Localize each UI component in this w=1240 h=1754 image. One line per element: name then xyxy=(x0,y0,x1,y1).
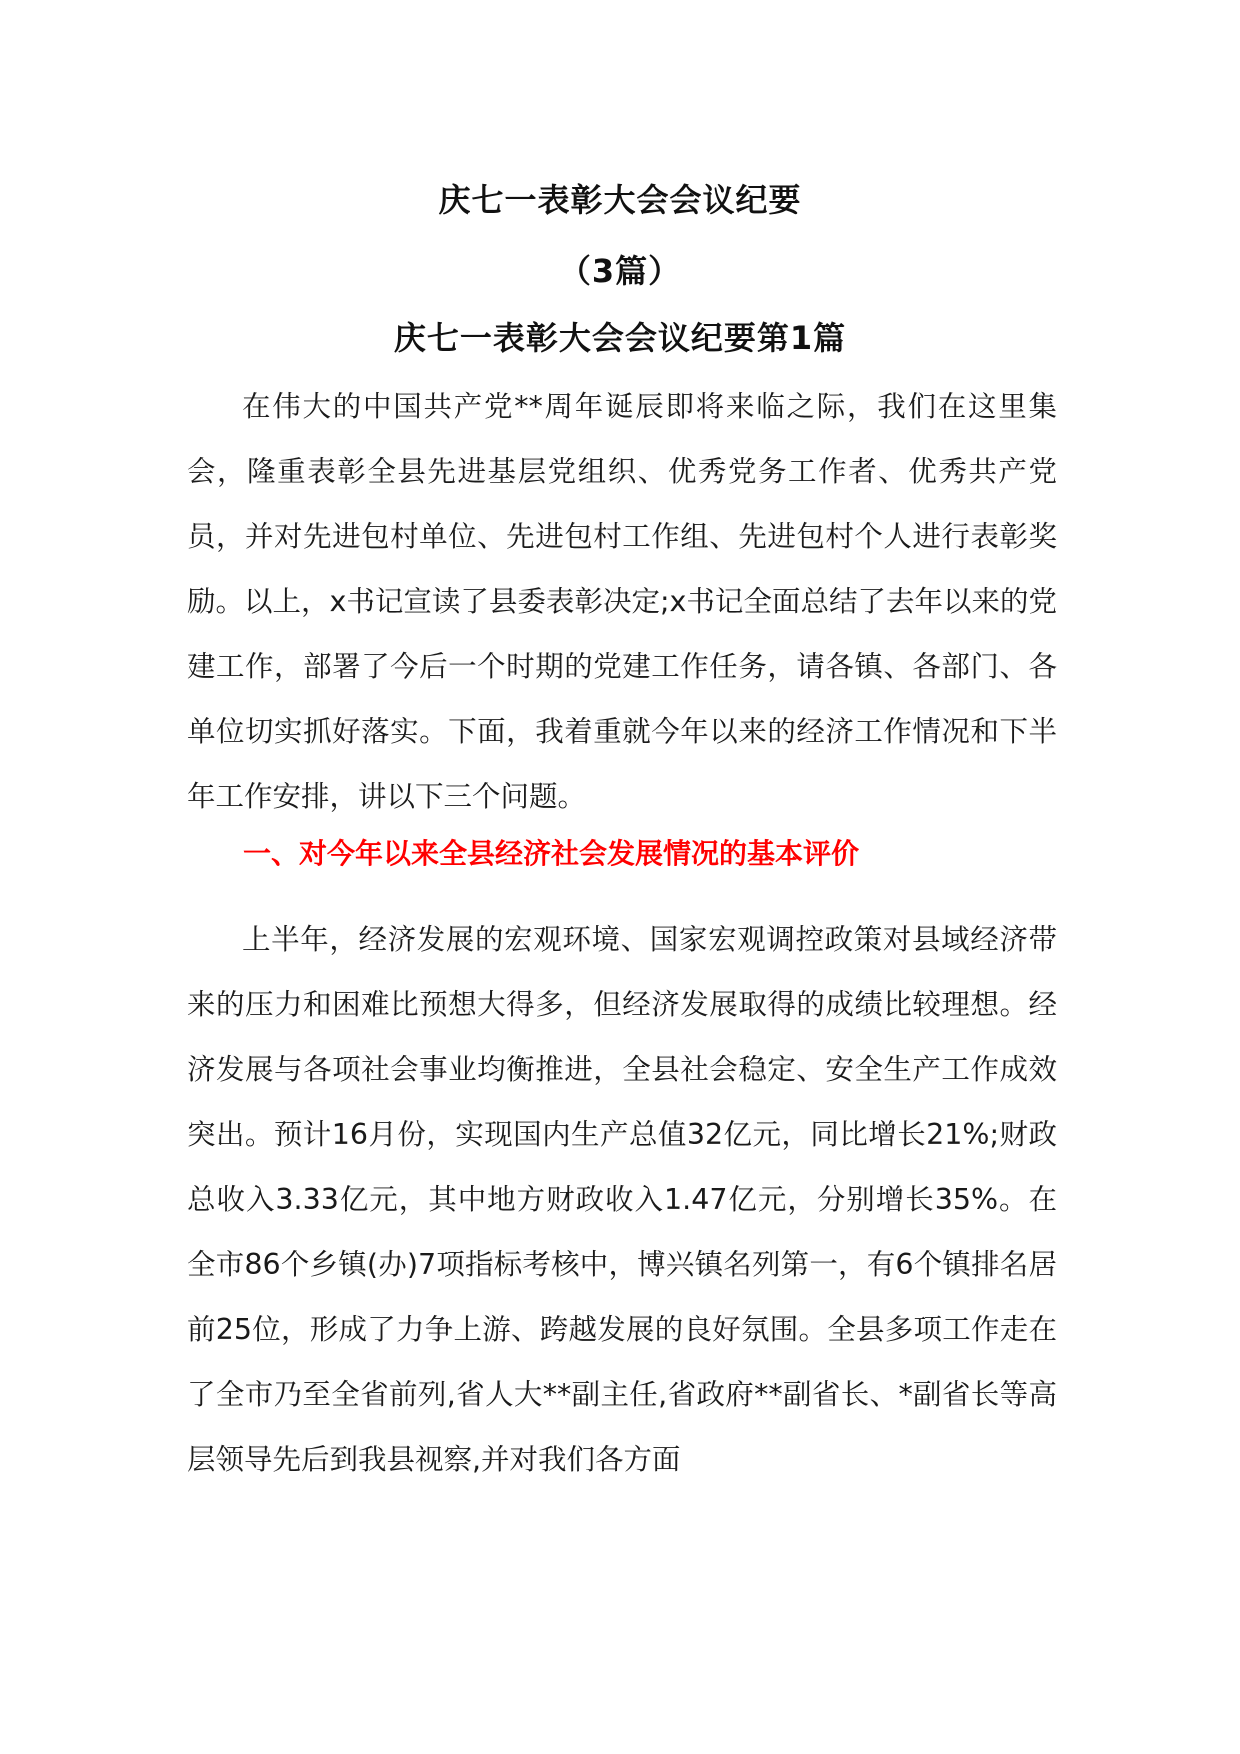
document-count-label: （3篇） xyxy=(558,252,682,290)
body-paragraph-2: 上半年，经济发展的宏观环境、国家宏观调控政策对县域经济带来的压力和困难比预想大得多，但经济发展取得的成绩比较理想。经济发展与各项社会事业均衡推进，全县社会稳定、安全生产工作成效突出。预计16月份，实现国内生产总值32亿元，同比增长21%;财政总收入3.33亿元，其中地方财政收入1.47亿元，分别增长35%。在全市86个乡镇(办)7项指标考核中，博兴镇名列第一，有6个镇排名居前25位，形成了力争上游、跨越发展的良好氛围。全县多项工作走在了全市乃至全省前列,省人大**副主任,省政府**副省长、*副省长等高层领导先后到我县视察,并对我们各方面 xyxy=(187,923,1057,1476)
part-title: 庆七一表彰大会会议纪要第1篇 xyxy=(393,319,847,357)
body-paragraph-1: 在伟大的中国共产党**周年诞辰即将来临之际，我们在这里集会，隆重表彰全县先进基层党组织、优秀党务工作者、优秀共产党员，并对先进包村单位、先进包村工作组、先进包村个人进行表彰奖励。以上，x书记宣读了县委表彰决定;x书记全面总结了去年以来的党建工作，部署了今后一个时期的党建工作任务，请各镇、各部门、各单位切实抓好落实。下面，我着重就今年以来的经济工作情况和下半年工作安排，讲以下三个问题。 xyxy=(187,390,1057,813)
section-heading-1: 一、对今年以来全县经济社会发展情况的基本评价 xyxy=(243,837,860,870)
document-title: 庆七一表彰大会会议纪要 xyxy=(438,181,802,219)
